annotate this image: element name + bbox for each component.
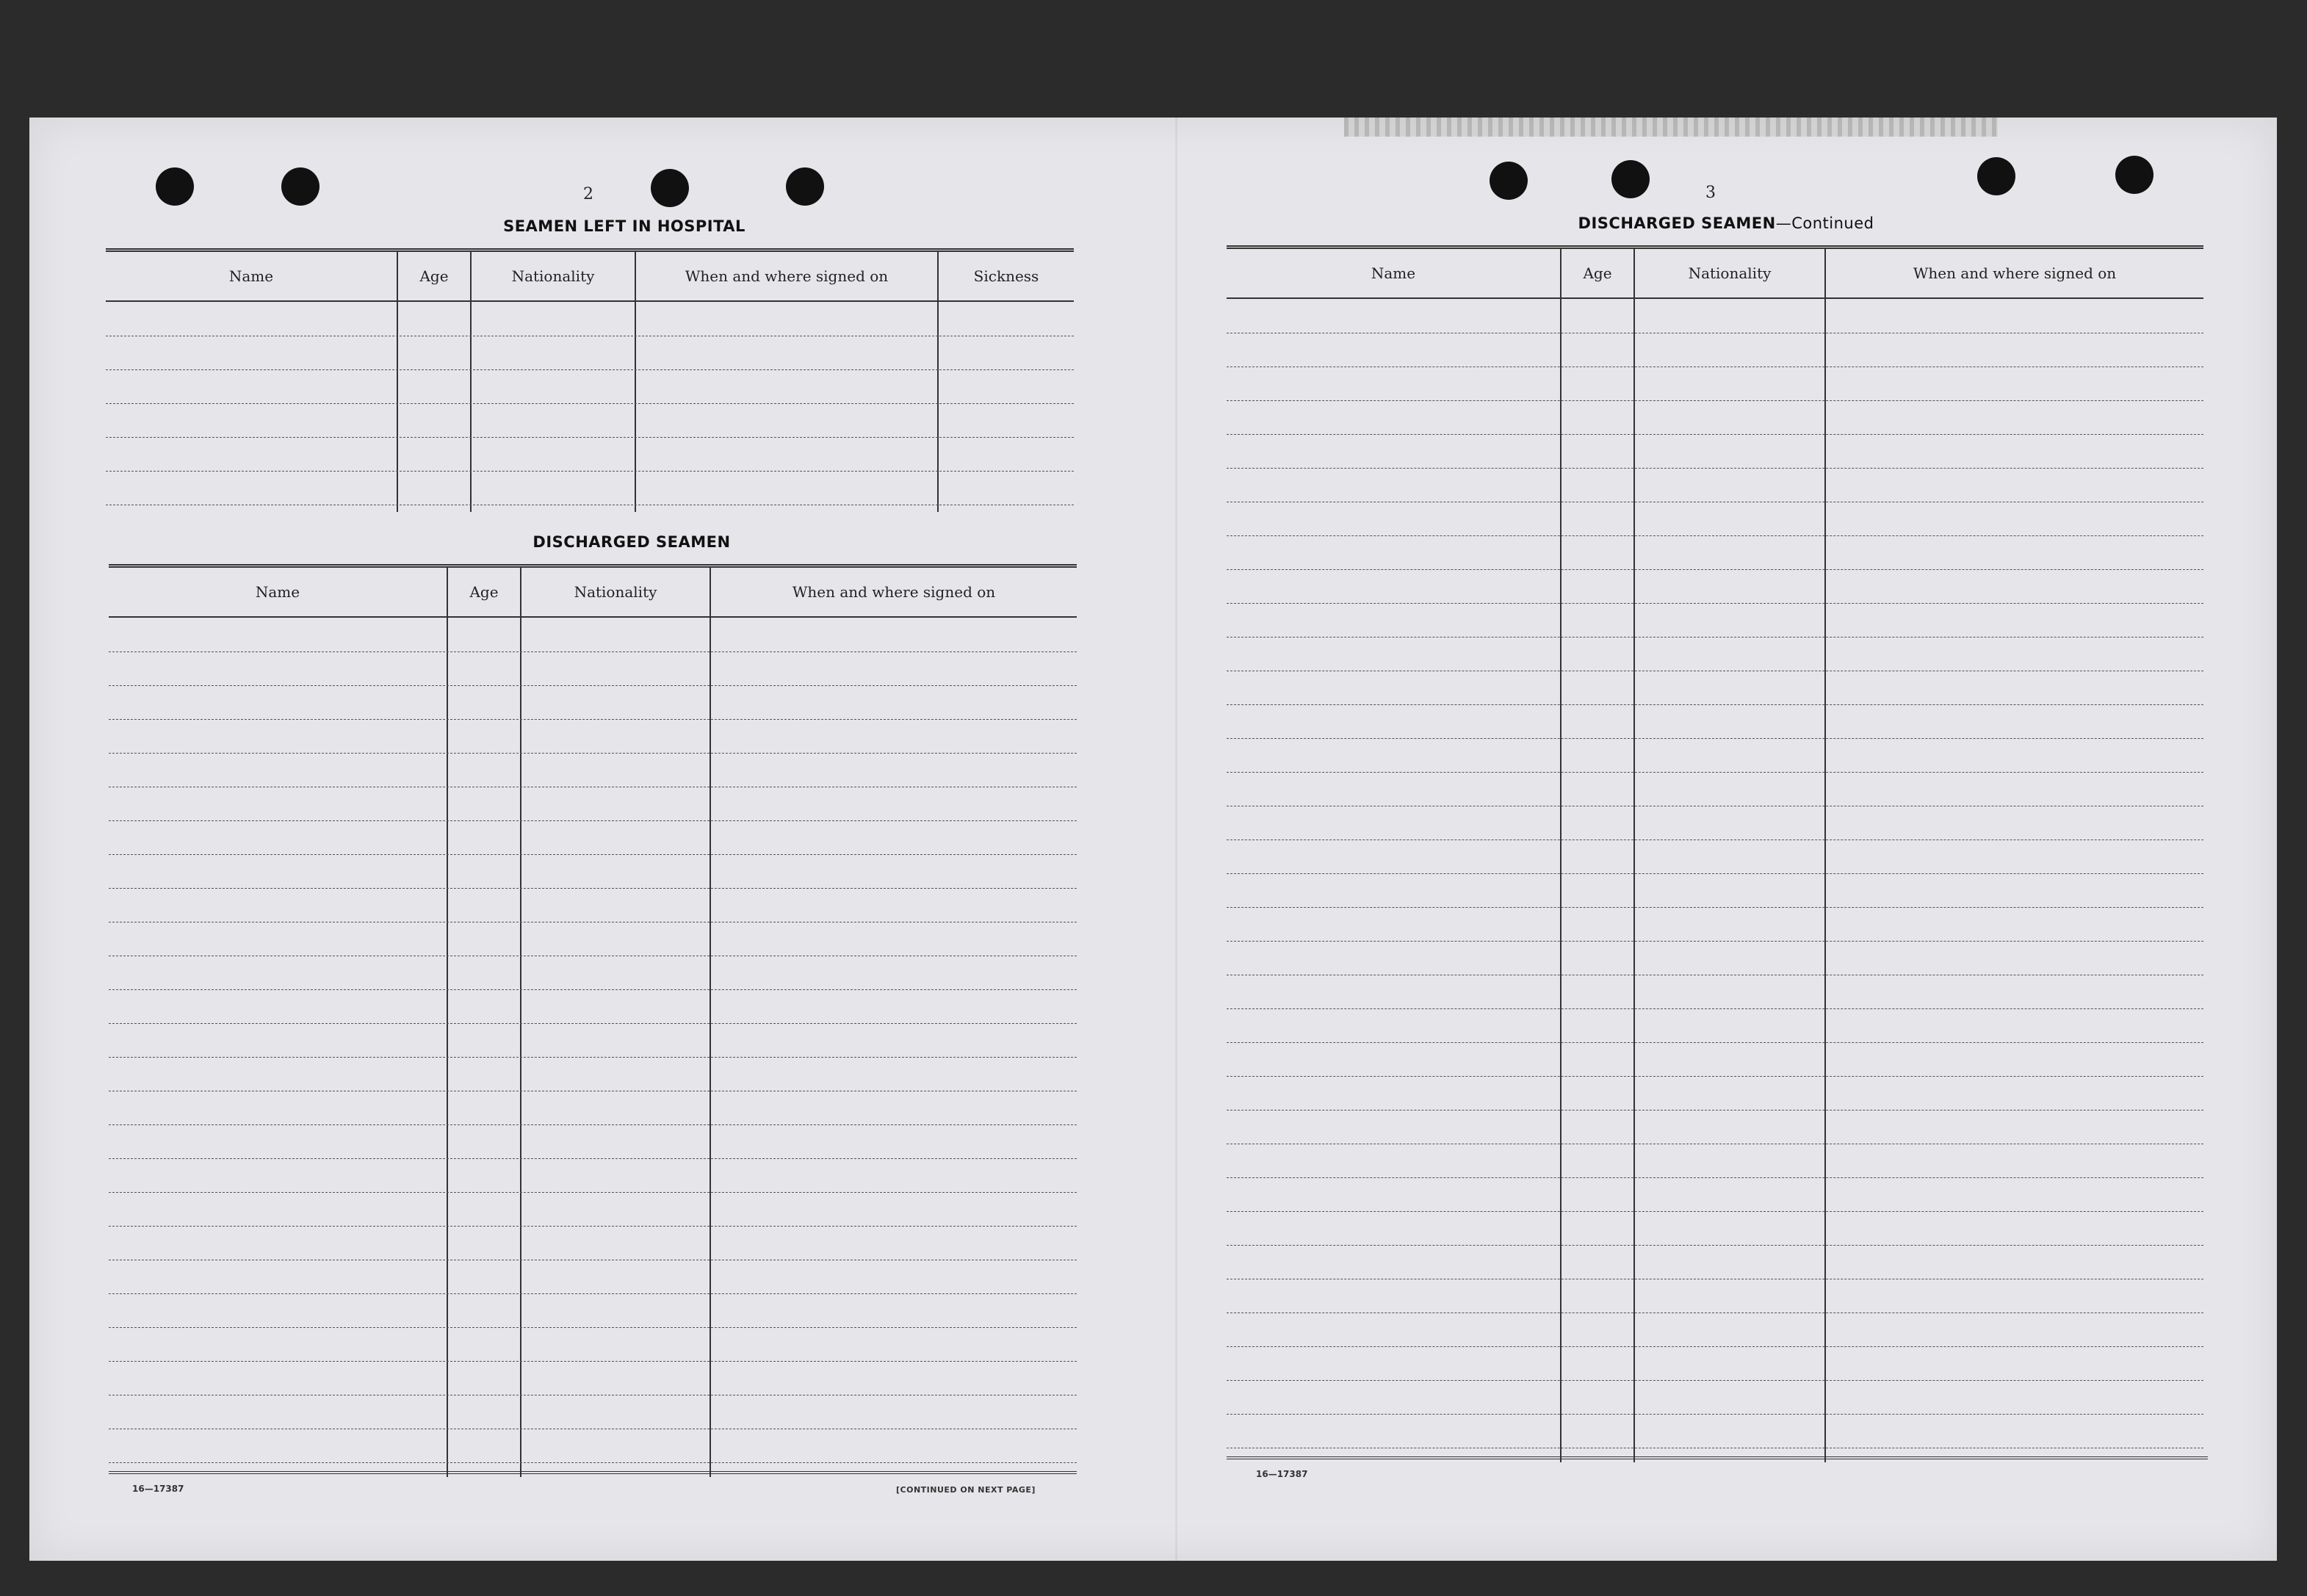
table-row [109,753,1077,754]
discharged-continued-title-suffix: —Continued [1775,214,1874,232]
table-row [1227,1042,2203,1043]
table-row [1227,400,2203,401]
table-row [1227,907,2203,908]
discharged-continued-title [1535,214,1917,232]
hospital-section-title: SEAMEN LEFT IN HOSPITAL [503,217,745,235]
discharged-col-name: Name [255,583,300,601]
table-row [1227,603,2203,604]
table-row [1227,1110,2203,1111]
table-row [1227,468,2203,469]
table-row [1227,873,2203,874]
table-row [1227,738,2203,739]
table-row [1227,1177,2203,1178]
table-row [109,651,1077,652]
discharged-section-title: DISCHARGED SEAMEN [532,533,731,551]
table-row [1227,1380,2203,1381]
table-row [109,1057,1077,1058]
table-row [106,437,1074,438]
right-page-number: 3 [1705,184,1716,202]
discharged-table-left [109,564,1077,1477]
table-row [109,1124,1077,1125]
table-row [1227,941,2203,942]
table-row [109,1158,1077,1159]
table-row [1227,772,2203,773]
discharged-rows-right [1227,299,2203,1462]
table-row [1227,1211,2203,1212]
table-row [109,1327,1077,1328]
hospital-col-sickness: Sickness [973,267,1039,285]
table-row [109,888,1077,889]
left-page-number: 2 [583,185,593,203]
punch-hole [2115,156,2153,194]
left-bottom-rule [109,1471,1077,1474]
hospital-rows [106,302,1074,512]
right-col-signed-on: When and where signed on [1913,264,2117,282]
punch-hole [651,169,689,207]
table-row [109,854,1077,855]
punch-hole [156,167,194,206]
table-row [1227,535,2203,536]
tape-strip [1344,118,1998,137]
table-row [109,719,1077,720]
hospital-col-signed-on: When and where signed on [685,267,889,285]
punch-hole [1977,157,2015,195]
table-row [109,1462,1077,1463]
hospital-col-nationality: Nationality [511,267,595,285]
table-row [1227,1346,2203,1347]
table-row [106,403,1074,404]
table-row [109,1293,1077,1294]
right-col-name: Name [1371,264,1416,282]
right-col-age: Age [1583,264,1612,282]
table-row [1227,839,2203,840]
continued-note: [CONTINUED ON NEXT PAGE] [896,1485,1036,1495]
hospital-col-age: Age [419,267,449,285]
discharged-col-nationality: Nationality [574,583,657,601]
left-form-code: 16—17387 [132,1484,184,1494]
table-row [1227,704,2203,705]
table-row [106,369,1074,370]
punch-hole [786,167,824,206]
discharged-col-age: Age [469,583,499,601]
right-col-nationality: Nationality [1688,264,1772,282]
punch-hole [281,167,319,206]
table-row [1227,637,2203,638]
table-row [109,1023,1077,1024]
hospital-col-name: Name [228,267,274,285]
table-row [109,685,1077,686]
table-row [1227,569,2203,570]
punch-hole [1490,162,1528,200]
table-row [1227,366,2203,367]
punch-hole [1611,160,1650,198]
document-sheet [29,118,2277,1561]
hospital-table [106,248,1074,512]
discharged-rows-left [109,618,1077,1477]
table-row [1227,1312,2203,1313]
table-row [109,1361,1077,1362]
discharged-table-right [1227,245,2203,1462]
table-row [106,471,1074,472]
table-row [1227,434,2203,435]
table-row [1227,1076,2203,1077]
page-fold [1175,118,1177,1561]
right-bottom-rule [1227,1456,2208,1459]
right-form-code: 16—17387 [1256,1469,1308,1479]
table-row [109,820,1077,821]
table-row [1227,1245,2203,1246]
table-row [109,1226,1077,1227]
table-row [109,1192,1077,1193]
discharged-continued-title-main: DISCHARGED SEAMEN [1578,214,1776,232]
discharged-col-signed-on: When and where signed on [792,583,996,601]
table-row [109,989,1077,990]
table-row [1227,1414,2203,1415]
table-row [1227,1008,2203,1009]
